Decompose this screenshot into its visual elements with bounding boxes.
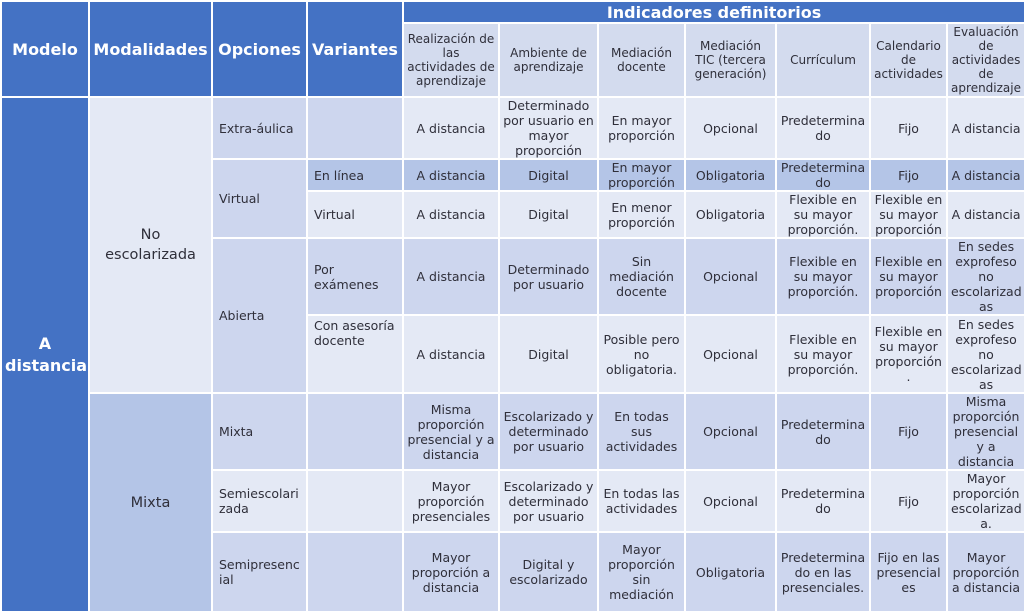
data-cell: A distancia <box>403 97 499 159</box>
option-cell: Abierta <box>212 238 307 393</box>
data-cell: Flexible en su mayor proporción. <box>776 315 870 393</box>
data-cell: Obligatoria <box>685 191 776 238</box>
data-cell: Flexible en su mayor proporción. <box>776 238 870 315</box>
header-opciones: Opciones <box>212 1 307 97</box>
data-cell: A distancia <box>947 191 1024 238</box>
modality-mixta: Mixta <box>89 393 212 612</box>
data-cell: Obligatoria <box>685 159 776 191</box>
data-cell: Obligatoria <box>685 532 776 612</box>
data-cell: Digital <box>499 159 598 191</box>
data-cell: Mayor proporción escolarizad a. <box>947 470 1024 532</box>
data-cell: Posible pero no obligatoria. <box>598 315 685 393</box>
data-cell: Flexible en su mayor proporción . <box>870 315 947 393</box>
data-cell: Predetermina do <box>776 393 870 470</box>
header-indicator-curriculum: Currículum <box>776 23 870 97</box>
header-row-top <box>1 1 1024 23</box>
data-cell: Predetermina do <box>776 159 870 191</box>
data-cell: Mayor proporción a distancia <box>403 532 499 612</box>
option-cell: Semipresencial <box>212 532 307 612</box>
data-cell: Fijo <box>870 470 947 532</box>
data-cell: Mayor proporción sin mediación <box>598 532 685 612</box>
data-cell: Fijo <box>870 97 947 159</box>
data-cell: A distancia <box>947 159 1024 191</box>
data-cell: Opcional <box>685 470 776 532</box>
modality-no-escolarizada: No escolarizada <box>89 97 212 393</box>
data-cell: A distancia <box>403 159 499 191</box>
data-cell: A distancia <box>403 315 499 393</box>
header-indicator-mediacion-tic: Mediación TIC (tercera generación) <box>685 23 776 97</box>
data-cell: En todas las actividades <box>598 470 685 532</box>
header-indicator-evaluacion: Evaluación de actividades de aprendizaje <box>947 23 1024 97</box>
variant-cell: Virtual <box>307 191 403 238</box>
option-cell: Virtual <box>212 159 307 238</box>
variant-cell <box>307 393 403 470</box>
data-cell: A distancia <box>403 238 499 315</box>
data-cell: En mayor proporción <box>598 97 685 159</box>
data-cell: Escolarizado y determinado por usuario <box>499 393 598 470</box>
header-modalidades: Modalidades <box>89 1 212 97</box>
variant-cell <box>307 470 403 532</box>
data-cell: Flexible en su mayor proporción <box>870 238 947 315</box>
variant-cell <box>307 97 403 159</box>
data-cell: Opcional <box>685 393 776 470</box>
data-cell: Digital <box>499 191 598 238</box>
data-cell: Predetermina do en las presenciales. <box>776 532 870 612</box>
header-indicadores: Indicadores definitorios <box>403 1 1024 23</box>
header-indicator-mediacion-docente: Mediación docente <box>598 23 685 97</box>
option-cell: Semiescolarizada <box>212 470 307 532</box>
data-cell: Escolarizado y determinado por usuario <box>499 470 598 532</box>
table-row <box>1 97 1024 159</box>
data-cell: Flexible en su mayor proporción. <box>776 191 870 238</box>
data-cell: En sedes exprofeso no escolarizad as <box>947 238 1024 315</box>
data-cell: Opcional <box>685 97 776 159</box>
data-cell: Mayor proporción presenciales <box>403 470 499 532</box>
data-cell: Fijo en las presencial es <box>870 532 947 612</box>
data-cell: Determinado por usuario en mayor proporción <box>499 97 598 159</box>
data-cell: Determinado por usuario <box>499 238 598 315</box>
table-row <box>1 393 1024 470</box>
data-cell: En mayor proporción <box>598 159 685 191</box>
header-modelo: Modelo <box>1 1 89 97</box>
data-cell: Flexible en su mayor proporción <box>870 191 947 238</box>
data-cell: A distancia <box>947 97 1024 159</box>
data-cell: A distancia <box>403 191 499 238</box>
data-cell: En menor proporción <box>598 191 685 238</box>
data-cell: Predetermina do <box>776 97 870 159</box>
data-cell: Misma proporción presencial y a distancia <box>403 393 499 470</box>
data-cell: Digital <box>499 315 598 393</box>
header-variantes: Variantes <box>307 1 403 97</box>
data-cell: Predetermina do <box>776 470 870 532</box>
data-cell: Opcional <box>685 238 776 315</box>
data-cell: Misma proporción presencial y a distancia <box>947 393 1024 470</box>
model-cell: A distancia <box>1 97 89 612</box>
data-cell: Fijo <box>870 393 947 470</box>
variant-cell: En línea <box>307 159 403 191</box>
header-indicator-calendario: Calendario de actividades <box>870 23 947 97</box>
option-cell: Extra-áulica <box>212 97 307 159</box>
data-cell: Opcional <box>685 315 776 393</box>
data-cell: Fijo <box>870 159 947 191</box>
data-cell: En sedes exprofeso no escolarizad as <box>947 315 1024 393</box>
variant-cell: Por exámenes <box>307 238 403 315</box>
data-cell: En todas sus actividades <box>598 393 685 470</box>
data-cell: Mayor proporción a distancia <box>947 532 1024 612</box>
data-cell: Digital y escolarizado <box>499 532 598 612</box>
variant-cell <box>307 532 403 612</box>
option-cell: Mixta <box>212 393 307 470</box>
header-indicator-ambiente: Ambiente de aprendizaje <box>499 23 598 97</box>
variant-cell: Con asesoría docente <box>307 315 403 393</box>
header-indicator-realizacion: Realización de las actividades de aprendizaje <box>403 23 499 97</box>
data-cell: Sin mediación docente <box>598 238 685 315</box>
